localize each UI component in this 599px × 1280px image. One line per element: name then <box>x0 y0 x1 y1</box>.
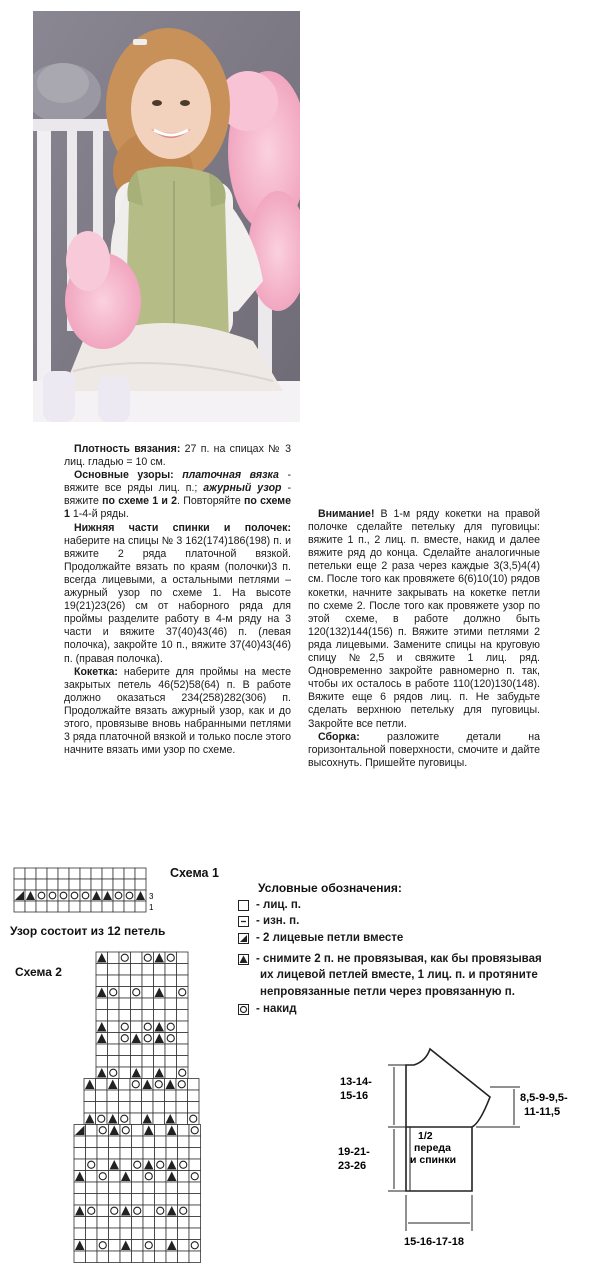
chart-cell <box>108 964 120 976</box>
chart-cell <box>86 1182 98 1194</box>
patterns-garter: платочная вязка <box>173 469 279 482</box>
body-height-line1: 19-21- <box>338 1146 370 1158</box>
chart-cell <box>155 1251 167 1263</box>
schematic-outline <box>406 1049 490 1191</box>
chart-cell <box>25 868 36 879</box>
chart-cell <box>96 1010 108 1022</box>
chart-cell <box>132 1228 144 1240</box>
chart-cell <box>86 1228 98 1240</box>
chart-cell <box>108 1021 120 1033</box>
chart-cell <box>166 1194 178 1206</box>
chart-cell <box>97 1205 109 1217</box>
chart-cell <box>113 901 124 912</box>
yoke-height-line2: 15-16 <box>340 1090 369 1102</box>
chart-cell <box>113 868 124 879</box>
chart-cell <box>154 1056 166 1068</box>
legend-title: Условные обозначения: <box>258 881 402 895</box>
chart-cell <box>109 1240 121 1252</box>
chart-cell <box>178 1217 190 1229</box>
yarn-over-symbol-icon <box>238 1004 249 1015</box>
knit-symbol-icon <box>238 900 249 911</box>
pattern-note: Узор состоит из 12 петель <box>10 924 166 938</box>
chart-cell <box>142 1102 154 1114</box>
chart-cell <box>165 1044 177 1056</box>
chart-cell <box>142 1044 154 1056</box>
chart-cell <box>132 1136 144 1148</box>
chart-cell <box>119 975 131 987</box>
assembly-heading: Сборка: <box>318 730 360 743</box>
legend-label-k2tog: - 2 лицевые петли вместе <box>256 932 404 944</box>
chart-cell <box>154 1010 166 1022</box>
chart-cell <box>86 1194 98 1206</box>
chart-cell <box>119 1010 131 1022</box>
chart-cell <box>165 964 177 976</box>
chart-cell <box>178 1148 190 1160</box>
girl-photo <box>33 11 300 422</box>
chart-cell <box>113 879 124 890</box>
chart-cell <box>58 879 69 890</box>
chart-cell <box>165 1010 177 1022</box>
chart-cell <box>120 1194 132 1206</box>
garment-schematic <box>330 1045 590 1260</box>
chart-cell <box>177 998 189 1010</box>
gauge-paragraph <box>64 443 291 469</box>
chart-cell <box>107 1102 119 1114</box>
chart-cell <box>86 1136 98 1148</box>
chart-cell <box>165 1067 177 1079</box>
legend-label-knit: - лиц. п. <box>256 899 302 911</box>
body-height-line2: 23-26 <box>338 1160 367 1172</box>
chart-cell <box>14 901 25 912</box>
chart-cell <box>97 1194 109 1206</box>
chart-cell <box>154 964 166 976</box>
yoke-heading: Кокетка: <box>74 665 118 678</box>
chart-cell <box>96 1079 108 1091</box>
chart-cell <box>119 1056 131 1068</box>
chart-cell <box>47 868 58 879</box>
chart-cell <box>119 964 131 976</box>
chart-cell <box>178 1136 190 1148</box>
instructions-column-left <box>64 443 291 757</box>
chart-cell <box>97 1217 109 1229</box>
chart-cell <box>109 1251 121 1263</box>
chart-cell <box>124 879 135 890</box>
chart-cell <box>108 952 120 964</box>
chart-cell <box>97 1228 109 1240</box>
scheme1-title: Схема 1 <box>170 866 219 880</box>
chart-cell <box>80 868 91 879</box>
center-label-2: переда <box>414 1142 451 1154</box>
chart-cell <box>177 1044 189 1056</box>
chart-cell <box>69 868 80 879</box>
attention-heading: Внимание! <box>318 508 375 520</box>
chart-cell <box>36 901 47 912</box>
chart-cell <box>153 1090 165 1102</box>
chart-cell <box>176 1113 188 1125</box>
chart-cell <box>80 901 91 912</box>
chart-cell <box>135 868 146 879</box>
chart-cell <box>165 975 177 987</box>
chart-cell <box>86 1148 98 1160</box>
chart-cell <box>189 1159 201 1171</box>
chart-cell <box>96 964 108 976</box>
chart-cell <box>86 1125 98 1137</box>
chart-cell <box>74 1159 86 1171</box>
chart-cell <box>154 975 166 987</box>
chart-cell <box>178 1240 190 1252</box>
chart-cell <box>189 1251 201 1263</box>
gauge-text: 27 п. на спицах № 3 лиц. гладью = 10 см. <box>64 443 291 469</box>
chart-cell <box>120 1136 132 1148</box>
chart-cell <box>178 1171 190 1183</box>
chart-cell <box>96 1090 108 1102</box>
chart-cell <box>131 1021 143 1033</box>
chart-cell <box>74 1182 86 1194</box>
center-label-1: 1/2 <box>418 1130 433 1142</box>
chart-cell <box>14 879 25 890</box>
chart-cell <box>74 1217 86 1229</box>
chart-cell <box>96 1102 108 1114</box>
chart-cell <box>142 1067 154 1079</box>
chart-cell <box>86 1217 98 1229</box>
chart-cell <box>142 1010 154 1022</box>
chart-cell <box>166 1228 178 1240</box>
chart-cell <box>131 1044 143 1056</box>
chart-cell <box>91 868 102 879</box>
chart-cell <box>153 1113 165 1125</box>
assembly-text: разложите детали на горизонтальной поверхности, смочите и дайте высохнуть. Пришейте пуговицы. <box>308 730 540 769</box>
chart-cell <box>177 952 189 964</box>
chart-cell <box>166 1136 178 1148</box>
chart-cell <box>96 1056 108 1068</box>
chart-cell <box>120 1251 132 1263</box>
chart-cell <box>97 1182 109 1194</box>
legend-label-yo: - накид <box>256 1003 297 1015</box>
chart-cell <box>154 998 166 1010</box>
chart-cell <box>131 1010 143 1022</box>
chart-cell <box>86 1171 98 1183</box>
chart-cell <box>178 1125 190 1137</box>
chart-cell <box>107 1090 119 1102</box>
chart-cell <box>130 1090 142 1102</box>
chart-cell <box>188 1079 200 1091</box>
chart-cell <box>132 1171 144 1183</box>
chart-cell <box>108 975 120 987</box>
chart-cell <box>108 998 120 1010</box>
chart-cell <box>119 1079 131 1091</box>
legend-label-cdd-2: их лицевой петлей вместе, 1 лиц. п. и протяните <box>260 969 538 981</box>
lower-parts-heading: Нижняя части спинки и полочек: <box>74 521 291 534</box>
scheme2-grid <box>70 950 210 1272</box>
chart-cell <box>97 1148 109 1160</box>
lower-parts-text: наберите на спицы № 3 162(174)186(198) п. и вяжите 2 ряда платочной вязкой. Продолжайте вязать по краям (полочки)3 п. всегда лицевыми, а остальными петлями – ажурный узор по схеме 1. На высоте 19(21)23(26) см от наборного ряда для проймы разделите работу в 4-м ряду на 3 части и вяжите 37(40)43(46) п. (левая полочка), закройте 10 п., вяжите 37(40)43(46) п. (правая полочка). <box>64 534 291 665</box>
chart-cell <box>109 1182 121 1194</box>
double-decrease-symbol-icon <box>238 954 249 965</box>
chart-cell <box>80 879 91 890</box>
chart-cell <box>132 1182 144 1194</box>
chart-cell <box>74 1194 86 1206</box>
chart-cell <box>96 975 108 987</box>
chart-cell <box>166 1251 178 1263</box>
chart-cell <box>155 1240 167 1252</box>
chart-cell <box>178 1182 190 1194</box>
chart-cell <box>109 1217 121 1229</box>
chart-cell <box>102 901 113 912</box>
chart-cell <box>120 1228 132 1240</box>
chart-cell <box>120 1182 132 1194</box>
chart-cell <box>165 1056 177 1068</box>
chart-cell <box>142 987 154 999</box>
chart-cell <box>178 1194 190 1206</box>
chart-cell <box>119 1102 131 1114</box>
chart-cell <box>165 1090 177 1102</box>
chart-cell <box>108 1033 120 1045</box>
chart-cell <box>177 1056 189 1068</box>
chart-cell <box>189 1228 201 1240</box>
chart-cell <box>177 1021 189 1033</box>
chart-cell <box>74 1228 86 1240</box>
chart-cell <box>109 1136 121 1148</box>
chart-cell <box>155 1171 167 1183</box>
chart-cell <box>96 1044 108 1056</box>
legend-label-purl: - изн. п. <box>256 915 300 927</box>
chart-cell <box>47 901 58 912</box>
chart-cell <box>155 1125 167 1137</box>
chart-cell <box>155 1182 167 1194</box>
chart-cell <box>119 1067 131 1079</box>
chart-cell <box>166 1182 178 1194</box>
chart-cell <box>131 998 143 1010</box>
chart-cell <box>155 1148 167 1160</box>
chart-cell <box>74 1136 86 1148</box>
gauge-heading: Плотность вязания: <box>74 443 181 455</box>
chart-cell <box>176 1090 188 1102</box>
chart-cell <box>36 879 47 890</box>
chart-cell <box>142 1090 154 1102</box>
chart-cell <box>86 1240 98 1252</box>
chart-cell <box>84 1090 96 1102</box>
chart-cell <box>177 975 189 987</box>
chart-cell <box>108 1010 120 1022</box>
patterns-lace: ажурный узор <box>203 482 282 495</box>
patterns-text-2: - вяжите <box>64 482 291 508</box>
chart-cell <box>132 1148 144 1160</box>
scheme2-title: Схема 2 <box>15 965 62 979</box>
center-label-3: и спинки <box>410 1154 457 1166</box>
yoke-height-line1: 13-14- <box>340 1076 372 1088</box>
chart-cell <box>154 1044 166 1056</box>
chart-cell <box>143 1217 155 1229</box>
assembly-paragraph <box>308 731 540 770</box>
legend-label-cdd-3: непровязанные петли через провязанную п. <box>260 986 515 998</box>
chart-cell <box>165 1102 177 1114</box>
chart-cell <box>69 879 80 890</box>
chart-cell <box>177 964 189 976</box>
chart-cell <box>143 1228 155 1240</box>
chart-cell <box>130 1102 142 1114</box>
chart-cell <box>119 998 131 1010</box>
chart-cell <box>143 1182 155 1194</box>
chart-cell <box>189 1136 201 1148</box>
purl-symbol-icon <box>238 916 249 927</box>
scheme1-row-3-label: 3 <box>149 892 154 901</box>
patterns-schemes: по схеме 1 и 2 <box>102 495 178 508</box>
chart-cell <box>189 1217 201 1229</box>
k2tog-symbol-icon <box>238 933 249 944</box>
patterns-paragraph <box>64 469 291 521</box>
chart-cell <box>47 879 58 890</box>
chart-cell <box>119 1090 131 1102</box>
chart-cell <box>132 1125 144 1137</box>
armhole-line1: 8,5-9-9,5- <box>520 1092 568 1104</box>
patterns-scheme1: по схеме 1 <box>64 495 291 521</box>
chart-cell <box>102 868 113 879</box>
patterns-text-3: . Повторяйте <box>177 495 245 508</box>
chart-cell <box>188 1090 200 1102</box>
chart-cell <box>120 1217 132 1229</box>
chart-cell <box>124 868 135 879</box>
chart-cell <box>130 1113 142 1125</box>
chart-cell <box>132 1217 144 1229</box>
chart-cell <box>25 901 36 912</box>
chart-cell <box>166 1148 178 1160</box>
width-label: 15-16-17-18 <box>404 1236 464 1248</box>
chart-cell <box>131 1056 143 1068</box>
chart-cell <box>155 1194 167 1206</box>
chart-cell <box>97 1159 109 1171</box>
patterns-text-1: - вяжите все ряды лиц. п.; <box>64 469 291 495</box>
chart-cell <box>108 1044 120 1056</box>
yoke-paragraph <box>64 666 291 758</box>
chart-cell <box>178 1251 190 1263</box>
chart-cell <box>165 998 177 1010</box>
chart-cell <box>74 1148 86 1160</box>
chart-cell <box>143 1148 155 1160</box>
chart-cell <box>177 1033 189 1045</box>
instructions-column-right <box>308 508 540 770</box>
chart-cell <box>189 1205 201 1217</box>
chart-cell <box>58 868 69 879</box>
chart-cell <box>132 1251 144 1263</box>
chart-cell <box>91 901 102 912</box>
patterns-text-4: 1-4-й ряды. <box>69 508 129 521</box>
chart-cell <box>142 964 154 976</box>
armhole-line2: 11-11,5 <box>524 1106 561 1118</box>
chart-cell <box>143 1205 155 1217</box>
chart-cell <box>142 998 154 1010</box>
chart-cell <box>109 1171 121 1183</box>
chart-cell <box>86 1251 98 1263</box>
yoke-text: наберите для проймы на месте закрытых петель 46(52)58(64) п. В работе должно оказаться 234(258)282(306) п. Продолжайте вязать ажурный узор, как и до этого, провязыве вновь набранными петлями 3 ряда платочной вязкой и только после этого начните вязать ими узор по схеме. <box>64 665 291 757</box>
chart-cell <box>119 1044 131 1056</box>
chart-cell <box>189 1194 201 1206</box>
chart-cell <box>109 1228 121 1240</box>
patterns-heading: Основные узоры: <box>74 469 174 482</box>
chart-cell <box>84 1102 96 1114</box>
chart-cell <box>165 987 177 999</box>
chart-cell <box>178 1228 190 1240</box>
chart-cell <box>109 1148 121 1160</box>
chart-cell <box>120 1159 132 1171</box>
chart-cell <box>69 901 80 912</box>
chart-cell <box>58 901 69 912</box>
legend-label-cdd-1: - снимите 2 п. не провязывая, как бы провязывая <box>256 953 542 965</box>
chart-cell <box>108 1056 120 1068</box>
chart-cell <box>119 987 131 999</box>
chart-cell <box>25 879 36 890</box>
chart-cell <box>97 1136 109 1148</box>
scheme1-grid <box>10 862 160 914</box>
chart-cell <box>176 1102 188 1114</box>
chart-cell <box>155 1136 167 1148</box>
chart-cell <box>143 1136 155 1148</box>
chart-cell <box>96 998 108 1010</box>
chart-cell <box>135 901 146 912</box>
attention-text: В 1-м ряду кокетки на правой полочке сделайте петельку для пуговицы: вяжите 1 п., 2 лиц. п. вместе, накид и далее вяжите ряд до конца. Сделайте аналогичные петельки еще 2 раза через каждые 3(3,5)4(4) см. После того как провяжете 6(6)10(10) рядов кокетки, начните закрывать на кокетке петли по схеме 2. После того как провяжете узор по этой схеме, в работе должно быть 120(132)144(156) п. Вяжите этими петлями 2 ряда лицевыми. Замените спицы на круговую спицу №2,5 и свяжите 1 лиц. ряд. Одновременно закройте равномерно п. так, чтобы их осталось в работе 110(120)130(148). Вяжите еще 6 рядов лиц. п. Не забудьте сделать верхнюю петельку для пуговицы. Закройте все петли. <box>308 508 540 730</box>
chart-cell <box>131 952 143 964</box>
chart-cell <box>131 975 143 987</box>
chart-cell <box>132 1240 144 1252</box>
chart-cell <box>188 1102 200 1114</box>
chart-cell <box>166 1217 178 1229</box>
scheme1-row-1-label: 1 <box>149 903 154 912</box>
lower-parts-paragraph <box>64 522 291 666</box>
chart-cell <box>155 1228 167 1240</box>
chart-cell <box>189 1148 201 1160</box>
chart-cell <box>97 1251 109 1263</box>
girl-photo-illustration <box>33 11 300 422</box>
chart-cell <box>177 1010 189 1022</box>
chart-cell <box>143 1251 155 1263</box>
chart-cell <box>131 964 143 976</box>
attention-paragraph <box>308 508 540 731</box>
chart-cell <box>14 868 25 879</box>
chart-cell <box>135 879 146 890</box>
chart-cell <box>74 1251 86 1263</box>
chart-cell <box>102 879 113 890</box>
chart-cell <box>153 1102 165 1114</box>
chart-cell <box>120 1148 132 1160</box>
chart-cell <box>142 1056 154 1068</box>
chart-cell <box>124 901 135 912</box>
chart-cell <box>142 975 154 987</box>
chart-cell <box>132 1194 144 1206</box>
chart-cell <box>155 1217 167 1229</box>
chart-cell <box>109 1194 121 1206</box>
chart-cell <box>36 868 47 879</box>
chart-cell <box>143 1194 155 1206</box>
chart-cell <box>189 1182 201 1194</box>
chart-cell <box>91 879 102 890</box>
